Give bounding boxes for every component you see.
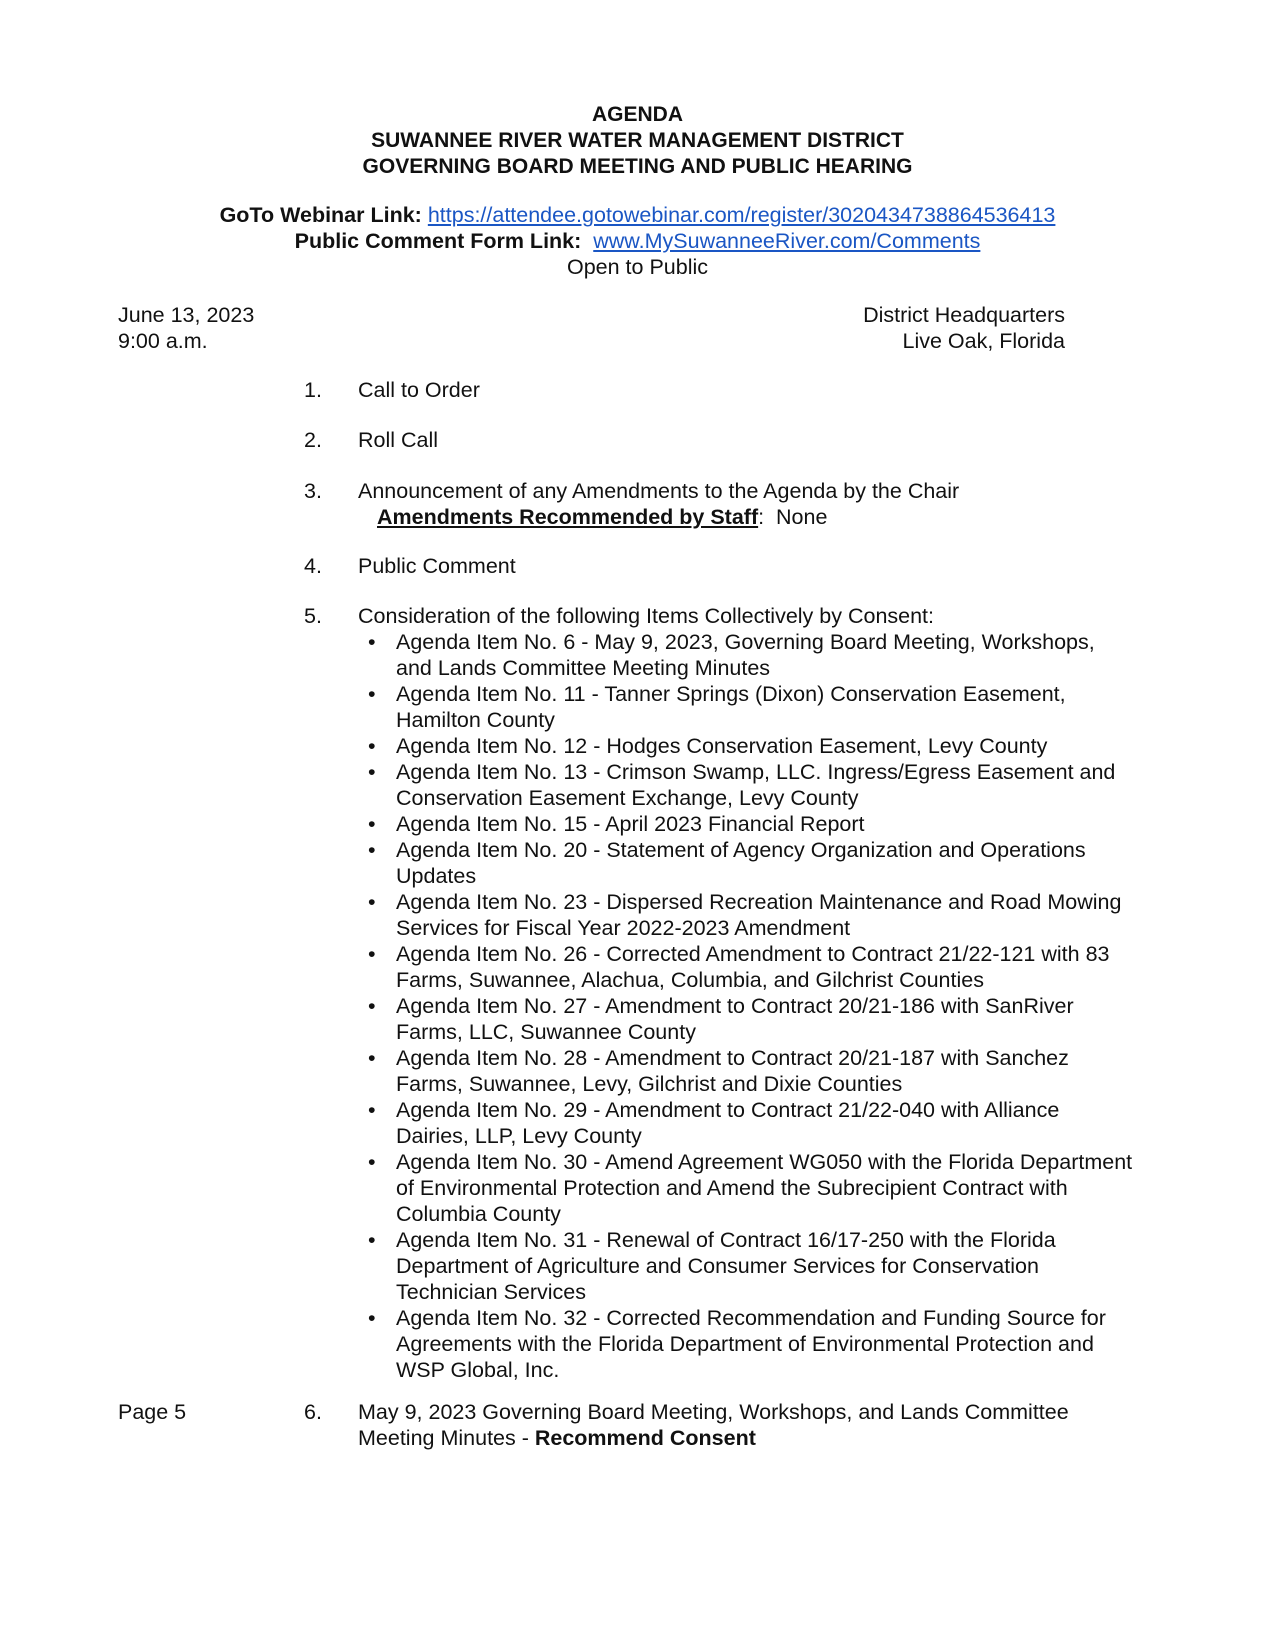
item-number: 2.: [304, 428, 322, 452]
agenda-header: [0, 102, 1275, 180]
list-item: • Agenda Item No. 27 - Amendment to Contract 20/21-186 with SanRiver Farms, LLC, Suwannee County: [358, 993, 1136, 1045]
list-item: • Agenda Item No. 28 - Amendment to Contract 20/21-187 with Sanchez Farms, Suwannee, Levy, Gilchrist and Dixie Counties: [358, 1045, 1136, 1097]
list-item: • Agenda Item No. 30 - Amend Agreement WG050 with the Florida Department of Environmental Protection and Amend the Subrecipient Contract with Columbia County: [358, 1149, 1136, 1227]
location-city: Live Oak, Florida: [902, 329, 1065, 353]
item-text: Roll Call: [358, 428, 439, 452]
meeting-datetime: [118, 302, 254, 354]
links-block: [0, 202, 1275, 280]
comment-label: Public Comment Form Link:: [294, 229, 582, 253]
webinar-label: GoTo Webinar Link:: [219, 203, 422, 227]
list-item: • Agenda Item No. 23 - Dispersed Recreation Maintenance and Road Mowing Services for Fiscal Year 2022-2023 Amendment: [358, 889, 1136, 941]
meeting-date: June 13, 2023: [118, 303, 255, 327]
header-district: SUWANNEE RIVER WATER MANAGEMENT DISTRICT: [371, 129, 904, 152]
page-reference: Page 5: [118, 1400, 187, 1424]
amendments-value: : None: [758, 505, 828, 529]
item-number: 1.: [304, 378, 322, 402]
list-item: • Agenda Item No. 20 - Statement of Agency Organization and Operations Updates: [358, 837, 1136, 889]
open-to-public: Open to Public: [566, 255, 709, 279]
list-item: • Agenda Item No. 6 - May 9, 2023, Governing Board Meeting, Workshops, and Lands Committee Meeting Minutes: [358, 629, 1136, 681]
amendments-label: Amendments Recommended by Staff: [377, 505, 759, 529]
comment-line: [0, 228, 1275, 254]
list-item: • Agenda Item No. 32 - Corrected Recommendation and Funding Source for Agreements with the Florida Department of Environmental Protection and WSP Global, Inc.: [358, 1305, 1136, 1383]
consent-list: [358, 629, 1158, 1383]
list-item: • Agenda Item No. 13 - Crimson Swamp, LLC. Ingress/Egress Easement and Conservation Easement Exchange, Levy County: [358, 759, 1136, 811]
meeting-location: [863, 302, 1065, 354]
list-item: • Agenda Item No. 26 - Corrected Amendment to Contract 21/22-121 with 83 Farms, Suwannee, Alachua, Columbia, and Gilchrist Counties: [358, 941, 1136, 993]
webinar-line: [0, 202, 1275, 228]
item-text: Call to Order: [358, 378, 480, 402]
recommendation: Recommend Consent: [534, 1426, 756, 1450]
list-item: • Agenda Item No. 29 - Amendment to Contract 21/22-040 with Alliance Dairies, LLP, Levy County: [358, 1097, 1136, 1149]
item-text: May 9, 2023 Governing Board Meeting, Workshops, and Lands Committee Meeting Minutes -: [358, 1400, 1069, 1450]
webinar-link[interactable]: https://attendee.gotowebinar.com/register/3020434738864536413: [427, 203, 1056, 227]
item-number: 4.: [304, 554, 322, 578]
list-item: • Agenda Item No. 12 - Hodges Conservation Easement, Levy County: [358, 733, 1136, 759]
item-number: 3.: [304, 479, 322, 503]
meeting-time: 9:00 a.m.: [118, 329, 208, 353]
list-item: • Agenda Item No. 31 - Renewal of Contract 16/17-250 with the Florida Department of Agriculture and Consumer Services for Conservation Technician Services: [358, 1227, 1136, 1305]
list-item: • Agenda Item No. 15 - April 2023 Financial Report: [358, 811, 1136, 837]
header-title: AGENDA: [591, 103, 683, 126]
item-text: Public Comment: [358, 554, 516, 578]
list-item: • Agenda Item No. 11 - Tanner Springs (Dixon) Conservation Easement, Hamilton County: [358, 681, 1136, 733]
item-number: 6.: [304, 1400, 322, 1424]
comment-link[interactable]: www.MySuwanneeRiver.com/Comments: [593, 229, 981, 253]
item-text: Announcement of any Amendments to the Agenda by the Chair: [358, 479, 960, 503]
location-name: District Headquarters: [863, 303, 1065, 327]
amendments-line: [377, 504, 1158, 530]
header-meeting: GOVERNING BOARD MEETING AND PUBLIC HEARING: [362, 155, 913, 178]
item-text: Consideration of the following Items Collectively by Consent:: [358, 604, 935, 628]
item-number: 5.: [304, 604, 322, 628]
